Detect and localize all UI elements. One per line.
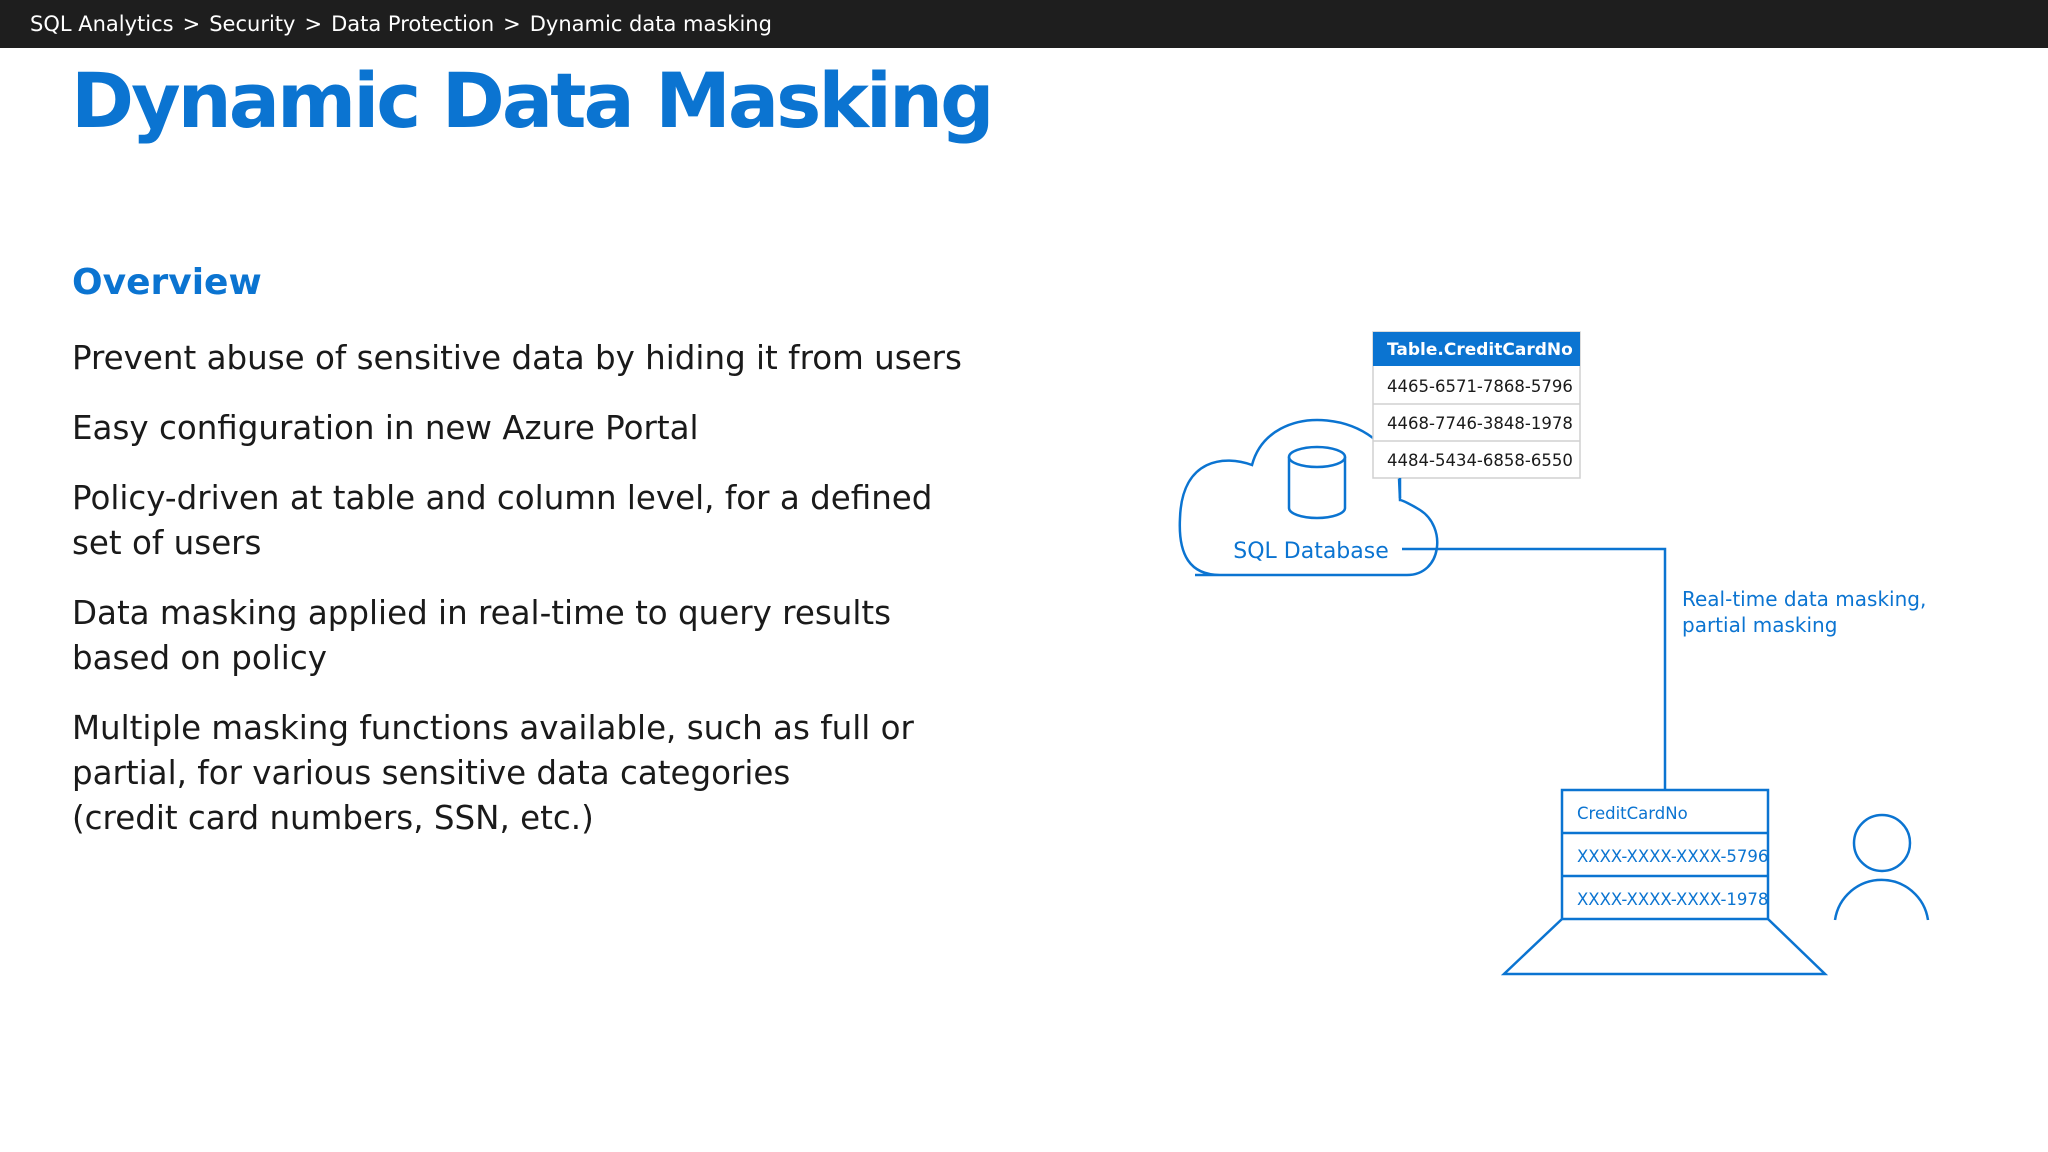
overview-bullet: Easy configuration in new Azure Portal bbox=[72, 409, 699, 447]
breadcrumb-separator: > bbox=[182, 12, 201, 36]
breadcrumb-item-security[interactable]: Security bbox=[209, 12, 296, 36]
source-table bbox=[1373, 332, 1580, 478]
overview-bullet: Policy-driven at table and column level, for a defined set of users bbox=[72, 479, 933, 562]
user-icon bbox=[1835, 815, 1928, 920]
breadcrumb-item-sql-analytics[interactable]: SQL Analytics bbox=[30, 12, 174, 36]
breadcrumb-item-dynamic-data-masking[interactable]: Dynamic data masking bbox=[529, 12, 772, 36]
masking-connector-label-line: partial masking bbox=[1682, 613, 1838, 637]
overview-bullet: Prevent abuse of sensitive data by hiding it from users bbox=[72, 339, 962, 377]
page-title: Dynamic Data Masking bbox=[71, 56, 992, 145]
source-table-cell: 4465-6571-7868-5796 bbox=[1387, 377, 1573, 396]
breadcrumb-separator: > bbox=[503, 12, 521, 36]
masking-connector-label bbox=[1682, 587, 1933, 637]
breadcrumb-item-data-protection[interactable]: Data Protection bbox=[331, 12, 495, 36]
masked-table-cell: XXXX-XXXX-XXXX-5796 bbox=[1577, 847, 1769, 866]
masked-table-header-text: CreditCardNo bbox=[1577, 804, 1688, 823]
overview-heading: Overview bbox=[72, 262, 262, 303]
database-cylinder-icon bbox=[1289, 447, 1345, 518]
database-label: SQL Database bbox=[1233, 539, 1389, 564]
source-table-cell: 4484-5434-6858-6550 bbox=[1387, 451, 1573, 470]
masked-table-cell: XXXX-XXXX-XXXX-1978 bbox=[1577, 890, 1769, 909]
overview-bullet: Data masking applied in real-time to query results based on policy bbox=[72, 594, 892, 677]
source-table-header-text: Table.CreditCardNo bbox=[1387, 340, 1573, 360]
source-table-cell: 4468-7746-3848-1978 bbox=[1387, 414, 1573, 433]
breadcrumb-separator: > bbox=[304, 12, 323, 36]
overview-bullet: Multiple masking functions available, such as full or partial, for various sensitive data categories (credit card numbers, SSN, etc.) bbox=[72, 709, 914, 837]
masking-connector-label-line: Real-time data masking, bbox=[1682, 587, 1927, 611]
masking-connector-line bbox=[1402, 549, 1665, 790]
